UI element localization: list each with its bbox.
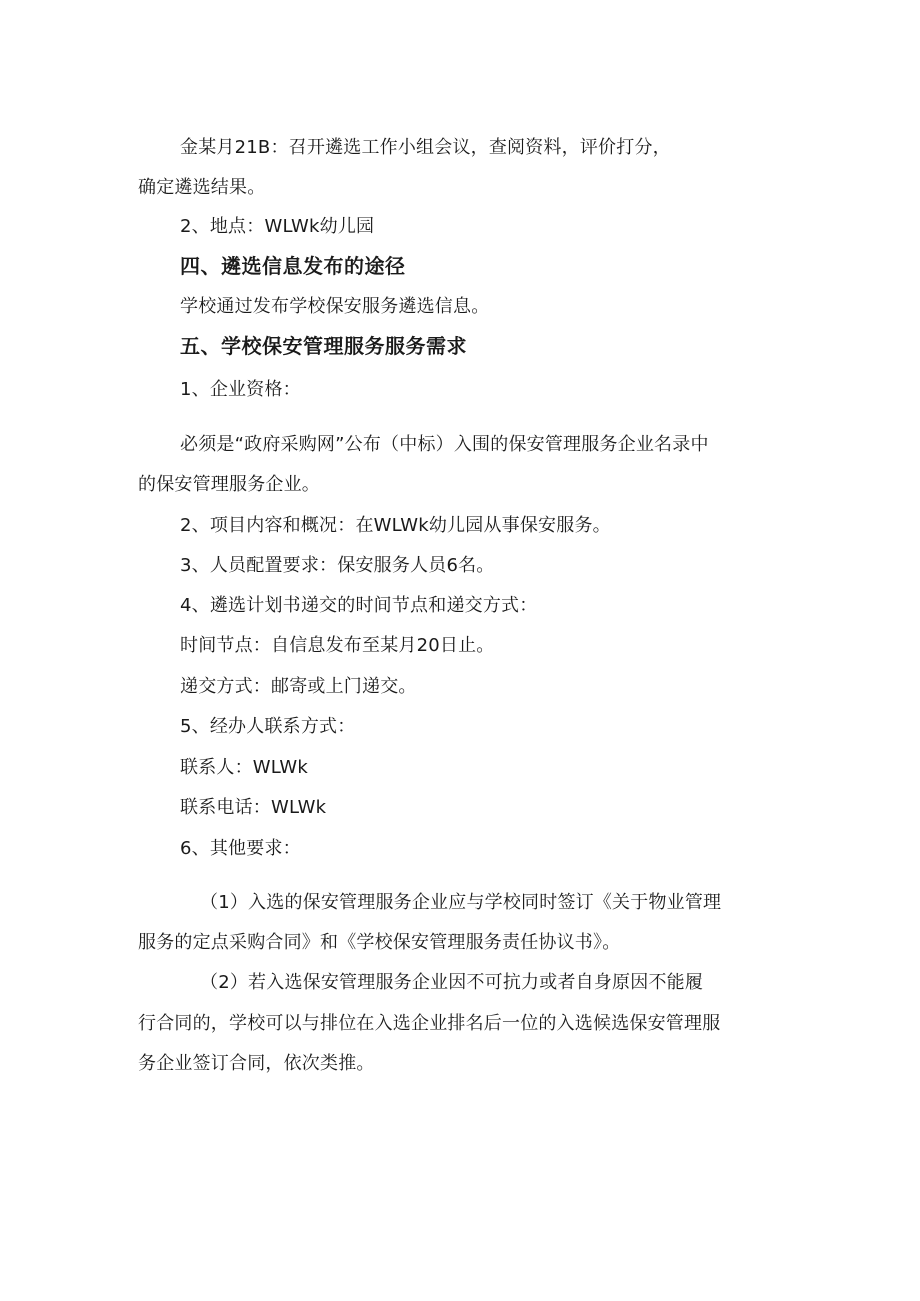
submission-label: 4、遴选计划书递交的时间节点和递交方式： xyxy=(180,595,538,616)
contact-person-line: 联系人：WLWk xyxy=(180,757,308,778)
qualification-text: 必须是“政府采购网”公布（中标）入围的保安管理服务企业名录中 xyxy=(180,434,709,455)
schedule-line: 金某月21B：召开遴选工作小组会议，查阅资料，评价打分， xyxy=(180,137,671,158)
publish-channel-line: 学校通过发布学校保安服务遴选信息。 xyxy=(180,296,490,317)
location-line: 2、地点：WLWk幼儿园 xyxy=(180,216,375,237)
qualification-label: 1、企业资格： xyxy=(180,379,301,400)
contact-phone-line: 联系电话：WLWk xyxy=(180,797,327,818)
contact-label: 5、经办人联系方式： xyxy=(180,716,356,737)
requirement-2-continued-2: 务企业签订合同，依次类推。 xyxy=(138,1053,375,1074)
other-requirements-label: 6、其他要求： xyxy=(180,838,301,859)
staffing-line: 3、人员配置要求：保安服务人员6名。 xyxy=(180,555,495,576)
deadline-line: 时间节点：自信息发布至某月20日止。 xyxy=(180,635,495,656)
section-heading-5: 五、学校保安管理服务服务需求 xyxy=(180,334,467,358)
schedule-line-continued: 确定遴选结果。 xyxy=(138,177,266,198)
qualification-text-continued: 的保安管理服务企业。 xyxy=(138,474,320,495)
requirement-2-continued: 行合同的，学校可以与排位在入选企业排名后一位的入选候选保安管理服 xyxy=(138,1013,721,1034)
requirement-1: （1）入选的保安管理服务企业应与学校同时签订《关于物业管理 xyxy=(200,892,722,913)
submission-method-line: 递交方式：邮寄或上门递交。 xyxy=(180,676,417,697)
requirement-2: （2）若入选保安管理服务企业因不可抗力或者自身原因不能履 xyxy=(200,972,704,993)
requirement-1-continued: 服务的定点采购合同》和《学校保安管理服务责任协议书》。 xyxy=(138,932,621,953)
project-content-line: 2、项目内容和概况：在WLWk幼儿园从事保安服务。 xyxy=(180,515,611,536)
section-heading-4: 四、遴选信息发布的途径 xyxy=(180,254,406,278)
